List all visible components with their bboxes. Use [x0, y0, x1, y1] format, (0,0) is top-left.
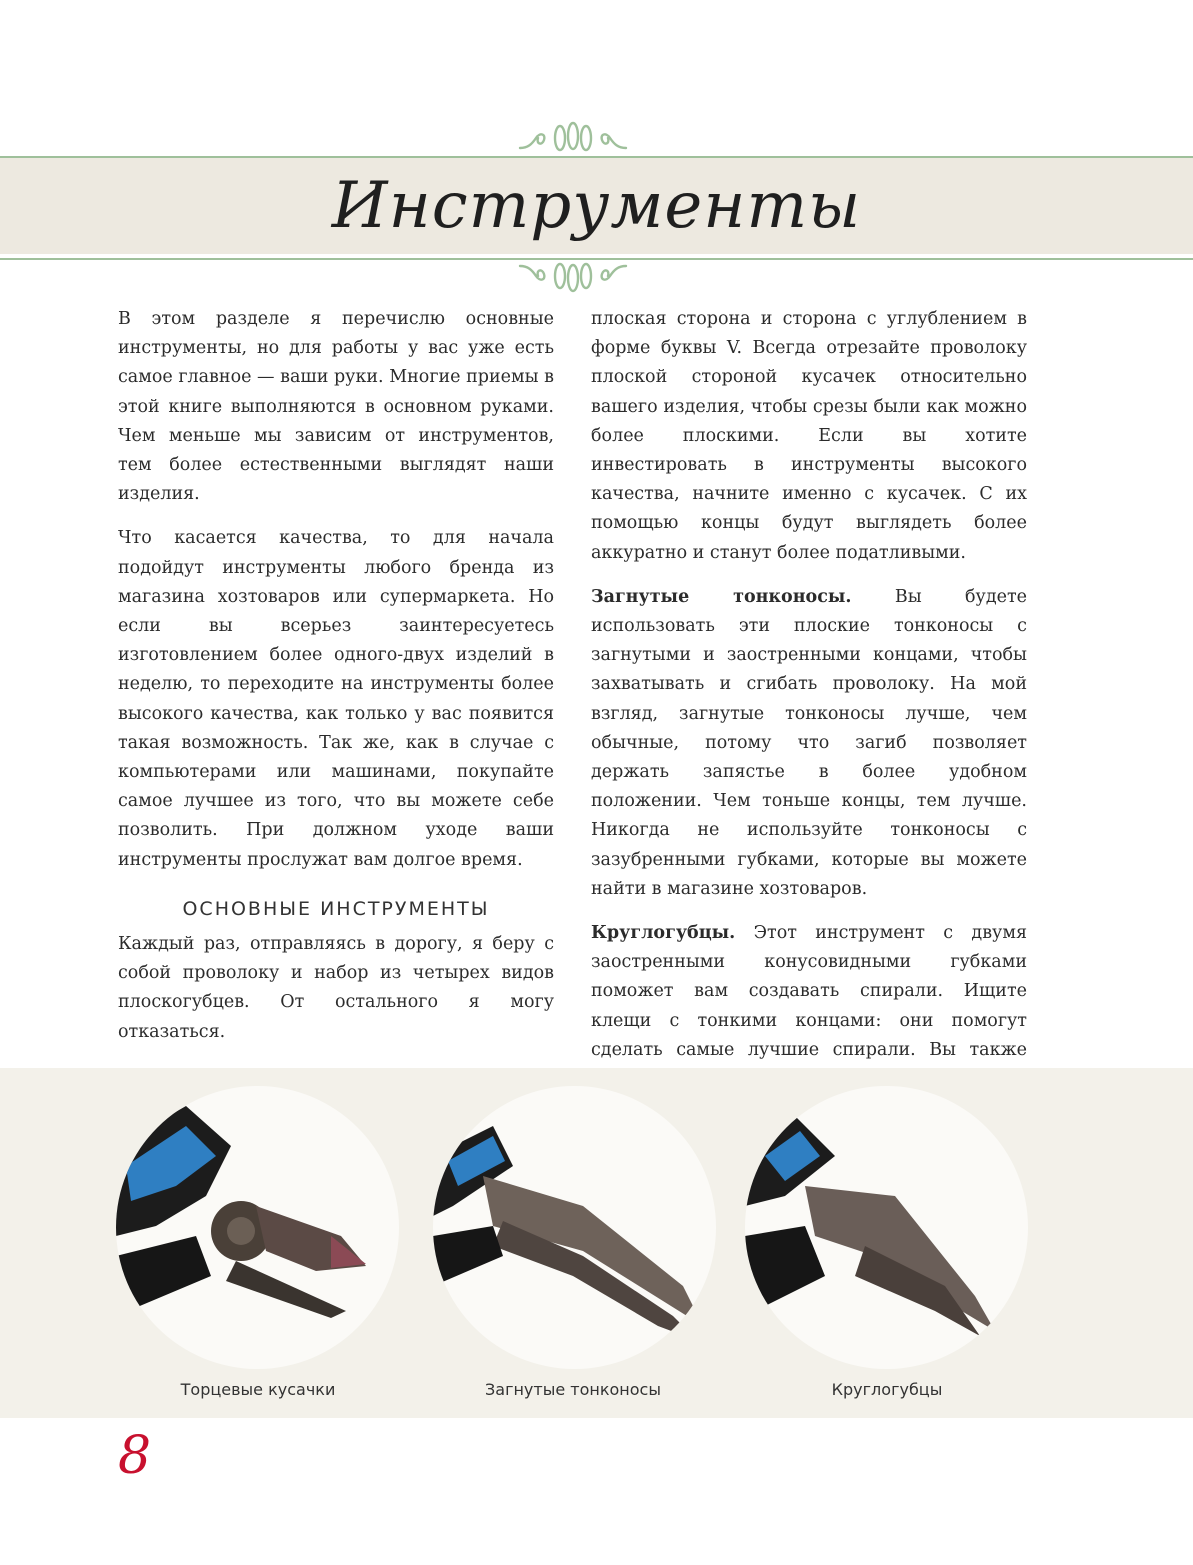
round-pliers-caption: Круглогубцы — [831, 1380, 943, 1399]
round-pliers-text: Этот инструмент с двумя заостренными конусовидными губками поможет вам создавать спирали. Ищите клещи с тонкими концами: они помогут сделать самые лучшие спирали. Вы также — [591, 923, 1027, 1060]
travel-paragraph: Каждый раз, отправляясь в дорогу, я беру с собой проволоку и набор из четырех видов плоскогубцев. От остального я могу отказаться. — [118, 934, 554, 1042]
flourish-ornament-top — [518, 118, 628, 158]
bent-pliers-photo — [433, 1086, 716, 1369]
tools-gallery — [0, 1068, 1193, 1418]
bent-pliers-paragraph — [591, 583, 1027, 904]
text-column-left — [118, 305, 554, 1194]
flourish-ornament-bottom — [518, 256, 628, 296]
intro-paragraph: В этом разделе я перечислю основные инструменты, но для работы у вас уже есть самое главное — ваши руки. Многие приемы в этой книге выполняются в основном руками. Чем меньше мы зависим от инструментов, тем более естественными выглядят наши изделия. — [118, 309, 554, 505]
quality-paragraph: Что касается качества, то для начала подойдут инструменты любого бренда из магазина хозтоваров или супермаркета. Но если вы всерьез заинтересуетесь изготовлением более одного-двух изделий в неделю, то переходите на инструменты более высокого качества, как только у вас появится такая возможность. Так же, как в случае с компьютерами или машинами, покупайте самое лучшее из того, что вы можете себе позволить. При должном уходе ваши инструменты прослужат вам долгое время. — [118, 528, 554, 870]
end-cutters-photo — [116, 1086, 399, 1369]
bent-pliers-term: Загнутые тонконосы. — [591, 586, 852, 607]
round-pliers-term: Круглогубцы. — [591, 923, 736, 944]
end-cutters-caption: Торцевые кусачки — [180, 1380, 336, 1399]
section-heading: ОСНОВНЫЕ ИНСТРУМЕНТЫ — [182, 897, 490, 920]
page-number: 8 — [118, 1426, 152, 1486]
text-column-right — [591, 305, 1027, 1168]
bent-pliers-caption: Загнутые тонконосы — [485, 1380, 661, 1399]
page-title: Инструменты — [331, 169, 862, 243]
bent-pliers-text: Вы будете использовать эти плоские тонконосы с загнутыми и заостренными концами, чтобы захватывать и сгибать проволоку. На мой взгляд, загнутые тонконосы лучше, чем обычные, потому что загиб позволяет держать запястье в более удобном положении. Чем тоньше концы, тем лучше. Никогда не используйте тонконосы с зазубренными губками, которые вы можете найти в магазине хозтоваров. — [591, 586, 1028, 899]
round-pliers-photo — [745, 1086, 1028, 1369]
end-cutters-continued: плоская сторона и сторона с углублением в форме буквы V. Всегда отрезайте проволоку плоской стороной кусачек относительно вашего изделия, чтобы срезы были как можно более плоскими. Если вы хотите инвестировать в инструменты высокого качества, начните именно с кусачек. С их помощью концы будут выглядеть более аккуратно и станут более податливыми. — [591, 309, 1027, 563]
